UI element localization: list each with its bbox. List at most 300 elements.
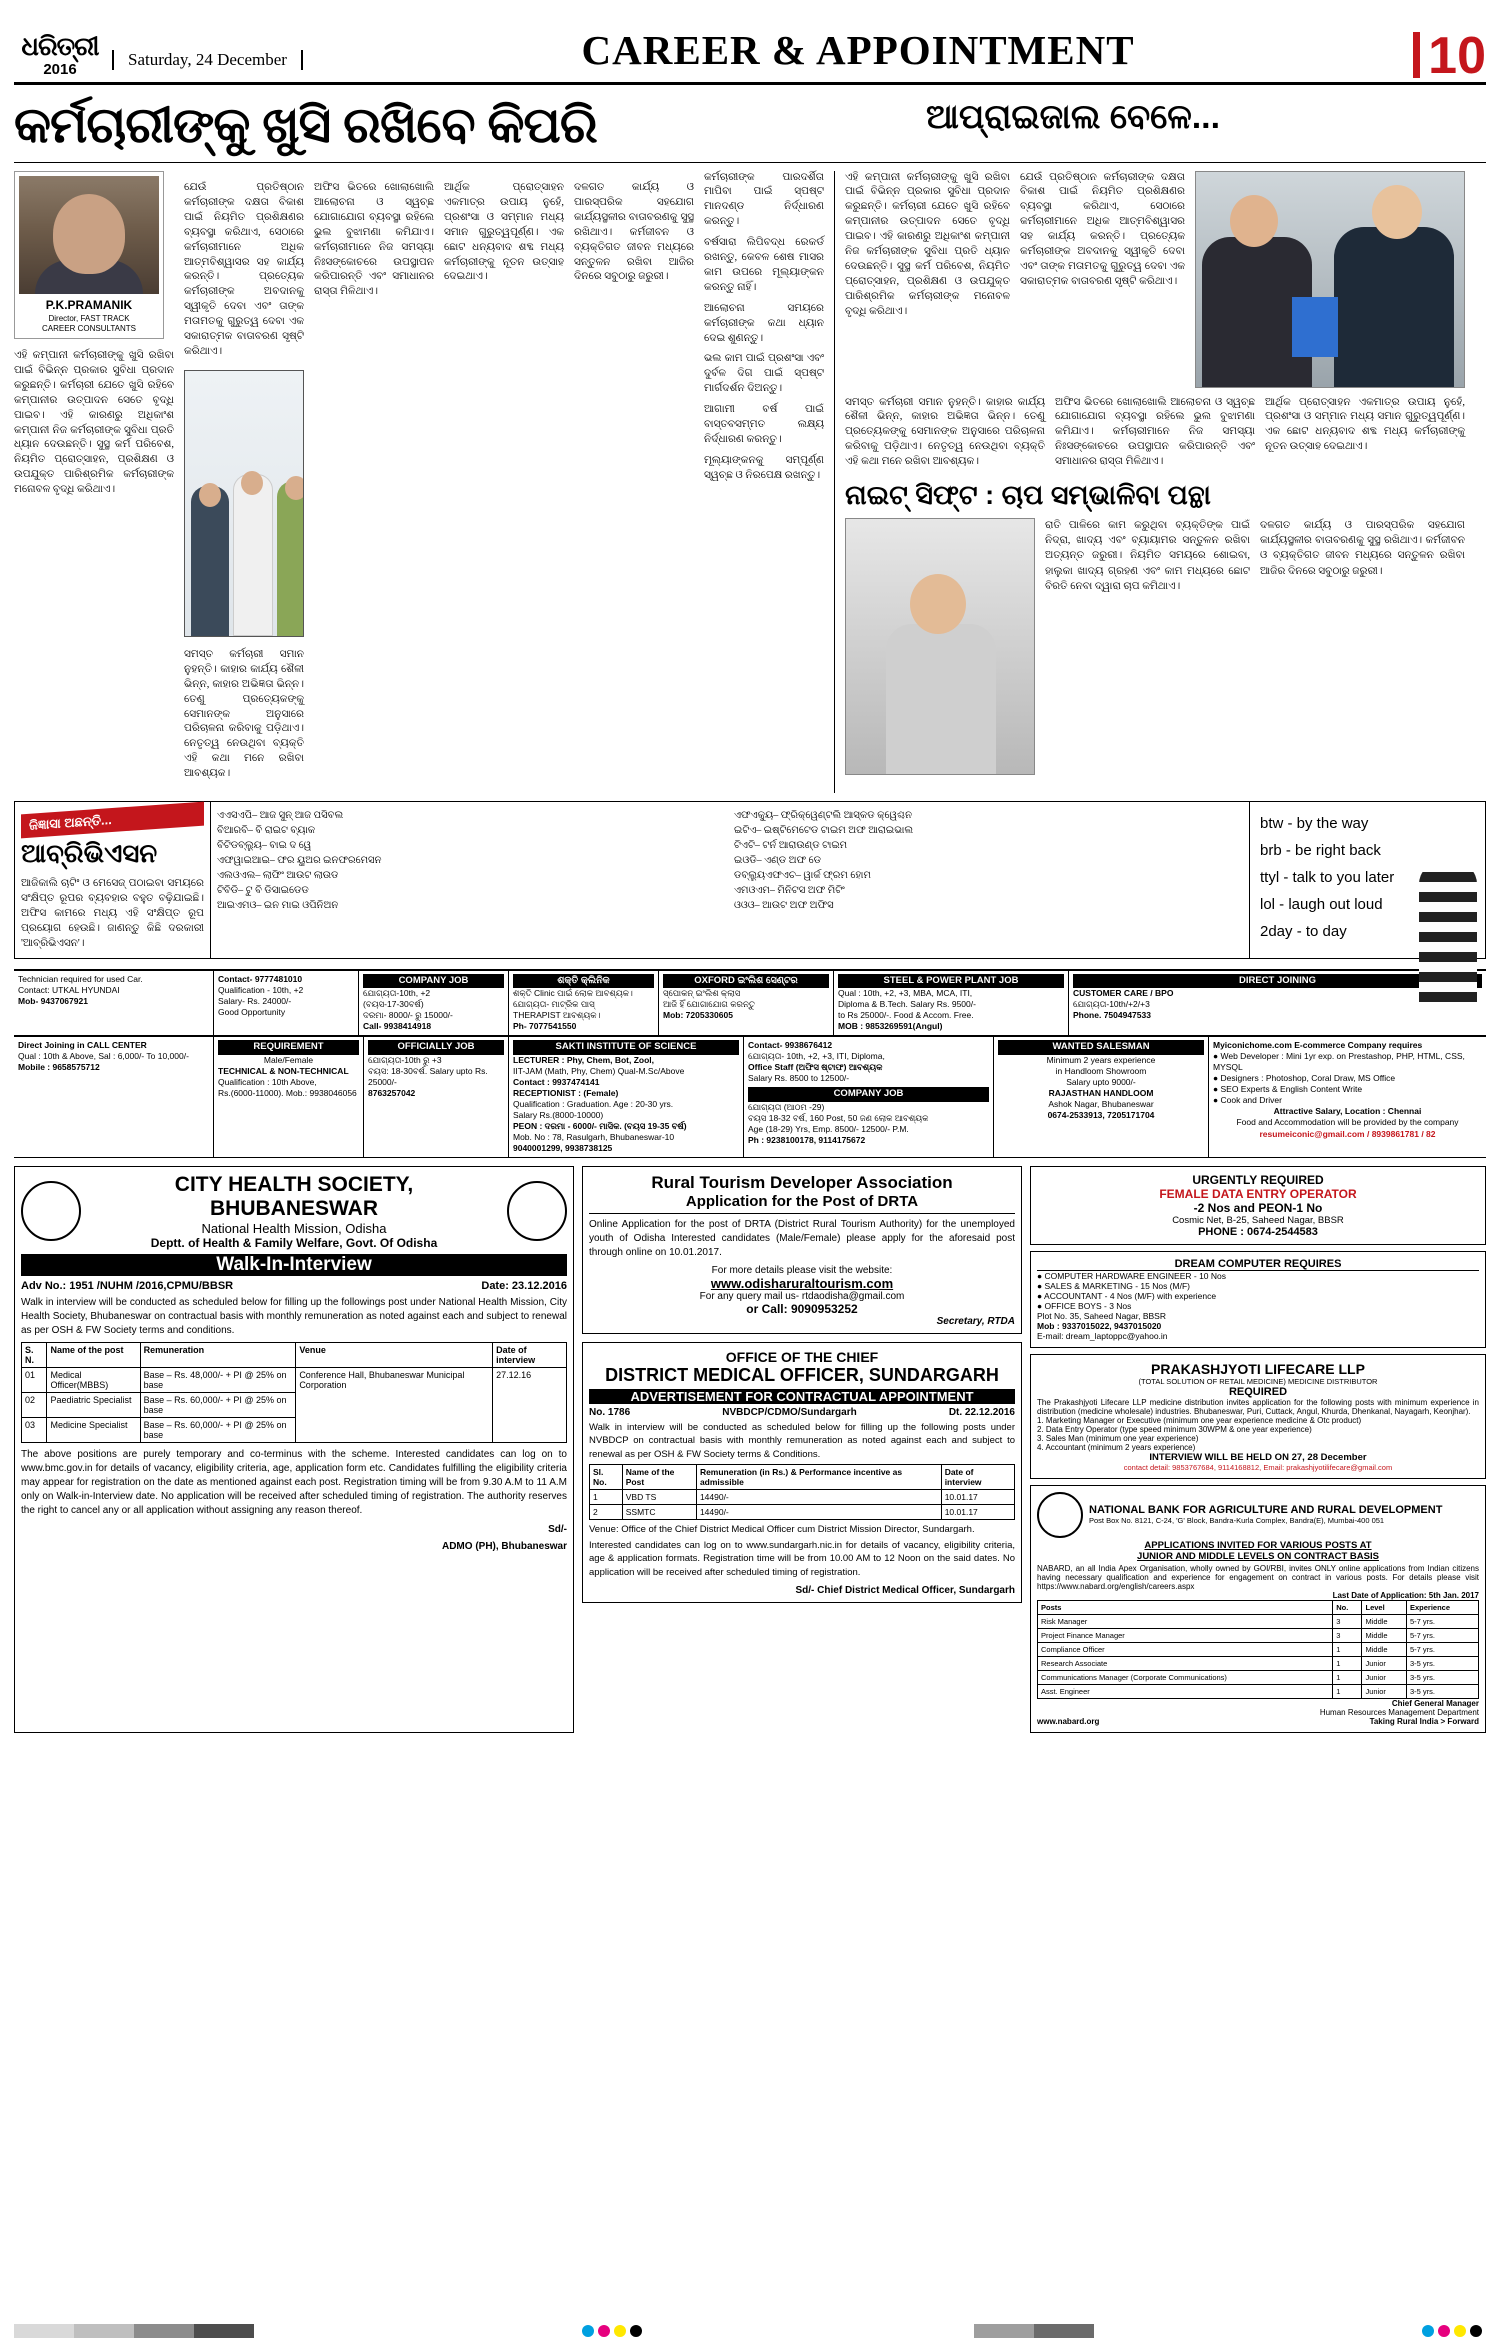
ad-line: Salary upto 9000/- <box>1066 1076 1136 1087</box>
abbr-intro: ଆଜିକାଲି ଚାଟିଂ ଓ ମେସେଜ୍ ପଠାଇବା ସମୟରେ ସଂକ୍ଷିପ୍ତ ରୂପର ବ୍ୟବହାର ବହୁତ ବଢ଼ିଯାଇଛି। ଅଫିସ କାମରେ ମଧ୍ୟ ଏହି ସଂକ୍ଷିପ୍ତ ରୂପ ପ୍ରୟୋଗ ହେଉଛି। ଜାଣନ୍ତୁ କିଛି ଦରକାରୀ 'ଆବ୍ରିଭିଏସନ'। <box>21 877 204 950</box>
bottom-ads <box>14 1166 1486 1733</box>
ad-banner-2: JUNIOR AND MIDDLE LEVELS ON CONTRACT BASIS <box>1137 1550 1379 1562</box>
abbr-item: ଡବ୍ଲ୍ୟୁଏଫଏଚ– ୱାର୍କ ଫ୍ରମ ହୋମ <box>734 869 871 881</box>
newspaper-page <box>0 8 1500 2343</box>
classified-ad[interactable] <box>214 971 359 1036</box>
article-col-1 <box>14 171 174 793</box>
author-name: P.K.PRAMANIK <box>45 297 133 312</box>
ad-phone: Mobile : 9658575712 <box>18 1062 100 1073</box>
ad-line: Contact- 9777481010 <box>218 973 303 984</box>
ad-line: ଯୋଗ୍ୟତା-10th/+2/+3 <box>1073 999 1150 1010</box>
ad-adv-no: Adv No.: 1951 /NUHM /2016,CPMU/BBSR <box>21 1279 234 1292</box>
headline-sub: ଆପ୍ରାଇଜାଲ ବେଳେ... <box>926 98 1221 136</box>
ad-line: ବୟସ: 18-30ବର୍ଷ. Salary upto Rs. 25000/- <box>368 1065 488 1087</box>
classified-ad[interactable] <box>659 971 834 1036</box>
nabard-logo-icon <box>1037 1492 1083 1538</box>
cell: Medical Officer(MBBS) <box>47 1367 140 1392</box>
ad-venue: Venue: Office of the Chief District Medical Officer cum District Mission Director, Sundargarh. <box>589 1523 975 1535</box>
ad-call: or Call: 9090953252 <box>746 1301 858 1316</box>
cell: Junior <box>1362 1684 1407 1698</box>
classified-ad[interactable] <box>214 1037 364 1157</box>
ad-contact: contact detail: 9853767684, 9114168812, Email: prakashjyotilifecare@gmail.com <box>1123 1462 1393 1472</box>
dream-computer-ad[interactable] <box>1030 1251 1486 1348</box>
ad-sign: Secretary, RTDA <box>936 1315 1015 1327</box>
cell: 1 <box>1333 1684 1362 1698</box>
ad-line: Salary Rs. 8500 to 12500/- <box>748 1073 850 1084</box>
city-health-society-ad[interactable] <box>14 1166 574 1733</box>
th: Name of the post <box>47 1342 140 1367</box>
th: Posts <box>1038 1600 1333 1614</box>
masthead <box>14 8 1486 85</box>
classified-ad[interactable] <box>994 1037 1209 1157</box>
ad-sign-2: ADMO (PH), Bhubaneswar <box>441 1540 567 1552</box>
classified-ad[interactable] <box>14 1037 214 1157</box>
abbr-col-2 <box>734 808 1243 952</box>
abbr-col-1 <box>217 808 726 952</box>
ad-phone: Mob- 9437067921 <box>18 995 88 1006</box>
ad-interview: INTERVIEW WILL BE HELD ON 27, 28 December <box>1149 1451 1367 1463</box>
cell: Research Associate <box>1038 1656 1333 1670</box>
article-paragraph: ଯେଉଁ ପ୍ରତିଷ୍ଠାନ କର୍ମଚାରୀଙ୍କ ଦକ୍ଷତା ବିକାଶ ପାଇଁ ନିୟମିତ ପ୍ରଶିକ୍ଷଣର ବ୍ୟବସ୍ଥା କରିଥାଏ, ସେଠାରେ କର୍ମଚାରୀମାନେ ଅଧିକ ଆତ୍ମବିଶ୍ୱାସର ସହ କାର୍ଯ୍ୟ କରନ୍ତି। ପ୍ରତ୍ୟେକ କର୍ମଚାରୀଙ୍କ ଅବଦାନକୁ ସ୍ୱୀକୃତି ଦେବା ଏବଂ ତାଙ୍କ ମତାମତକୁ ଗୁରୁତ୍ୱ ଦେବା ଏକ ସକାରାତ୍ମକ ବାତାବରଣ ସୃଷ୍ଟି କରିଥାଏ। <box>184 182 304 357</box>
ad-line: ଯୋଗ୍ୟତା- ମାଟ୍ରିକ ପାସ୍ <box>513 999 595 1010</box>
right-text-5: ଆର୍ଥିକ ପ୍ରୋତ୍ସାହନ ଏକମାତ୍ର ଉପାୟ ନୁହେଁ, ପ୍ରଶଂସା ଓ ସମ୍ମାନ ମଧ୍ୟ ସମାନ ଗୁରୁତ୍ୱପୂର୍ଣ୍ଣ। ଏକ ଛୋଟ ଧନ୍ୟବାଦ ଶବ୍ଦ ମଧ୍ୟ କର୍ମଚାରୀଙ୍କୁ ନୂତନ ଉତ୍ସାହ ଦେଇଥାଏ। <box>1265 396 1465 453</box>
abbr-item: ଏଏସଏପି– ଆଜ ସୁନ୍ ଆଜ ପସିବଲ <box>217 809 344 821</box>
section-heading-night-shift: ନାଇଟ୍ ସିଫ୍ଟ : ଚାପ ସମ୍ଭାଳିବା ପନ୍ଥା <box>845 480 1211 511</box>
abbr-item: ଇଓଡି– ଏଣ୍ଡ ଅଫ ଡେ <box>734 854 822 866</box>
ad-banner-1: APPLICATIONS INVITED FOR VARIOUS POSTS AT <box>1144 1539 1372 1551</box>
ad-phone: Ph : 9238100178, 9114175672 <box>748 1134 866 1145</box>
night-shift-text-2: ଦଳଗତ କାର୍ଯ୍ୟ ଓ ପାରସ୍ପରିକ ସହଯୋଗ କାର୍ଯ୍ୟସ୍ଥଳୀର ବାତାବରଣକୁ ସୁସ୍ଥ ରଖିଥାଏ। କର୍ମଜୀବନ ଓ ବ୍ୟକ୍ତିଗତ ଜୀବନ ମଧ୍ୟରେ ସନ୍ତୁଳନ ରଖିବା ଆଜିର ଦିନରେ ସବୁଠାରୁ ଜରୁରୀ। <box>1260 520 1465 577</box>
author-role-2: CAREER CONSULTANTS <box>42 323 136 333</box>
ad-line: LECTURER : Phy, Chem, Bot, Zool, <box>513 1054 655 1065</box>
ad-item: ● Web Developer : Mini 1yr exp. on Prestashop, PHP, HTML, CSS, MYSQL <box>1213 1051 1465 1073</box>
abbr-ribbon: ଜିଜ୍ଞାସା ଅଛନ୍ତି... <box>21 801 204 838</box>
page-number-group <box>1413 26 1486 85</box>
ad-phone: Mob: 7205330605 <box>663 1010 733 1021</box>
table-row <box>1038 1642 1479 1656</box>
ad-intro: NABARD, an all India Apex Organisation, wholly owned by GOI/RBI, invites ONLY online applications from Indian citizens having necessary qualification and experience for engagement on contract in various posts. For details please visit https://www.nabard.org/english/careers.aspx <box>1037 1563 1479 1591</box>
ad-address: Cosmic Net, B-25, Saheed Nagar, BBSR <box>1172 1214 1344 1226</box>
print-registration-bar <box>14 2323 1486 2339</box>
article-paragraph: ସମସ୍ତ କର୍ମଚାରୀ ସମାନ ନୁହନ୍ତି। କାହାର କାର୍ଯ୍ୟ ଶୈଳୀ ଭିନ୍ନ, କାହାର ଅଭିଜ୍ଞତା ଭିନ୍ନ। ତେଣୁ ପ୍ରତ୍ୟେକଙ୍କୁ ସେମାନଙ୍କ ଅନୁସାରେ ପରିଚାଳନା କରିବାକୁ ପଡ଼ିଥାଏ। ନେତୃତ୍ୱ ନେଉଥିବା ବ୍ୟକ୍ତି ଏହି କଥା ମନେ ରଖିବା ଆବଶ୍ୟକ। <box>184 648 304 780</box>
rtda-ad[interactable] <box>582 1166 1022 1334</box>
ad-line: RECEPTIONIST : (Female) <box>513 1087 619 1098</box>
ad-date: Dt. 22.12.2016 <box>948 1406 1015 1418</box>
th: Date of interview <box>493 1342 567 1367</box>
ad-header: OXFORD ଇଂଲିଶ ସେଣ୍ଟର <box>663 974 829 988</box>
handwritten-line: ttyl - talk to you later <box>1260 868 1395 886</box>
classified-ad[interactable] <box>364 1037 509 1157</box>
cell: 03 <box>22 1417 47 1442</box>
ad-phone: 9040001299, 9938738125 <box>513 1142 613 1153</box>
ad-title3: -2 Nos and PEON-1 No <box>1193 1200 1323 1215</box>
cell: 3-5 yrs. <box>1407 1670 1479 1684</box>
ad-title: Rural Tourism Developer Association <box>651 1172 953 1192</box>
ad-line1: OFFICE OF THE CHIEF <box>725 1348 879 1365</box>
cell: VBD TS <box>622 1489 696 1504</box>
handwritten-line: lol - laugh out loud <box>1260 895 1383 913</box>
page-number: 10 <box>1428 26 1486 85</box>
cell: Junior <box>1362 1670 1407 1684</box>
author-role-1: Director, FAST TRACK <box>48 313 130 323</box>
appraisal-point: ବର୍ଷସାରା ଲିପିବଦ୍ଧ ରେକର୍ଡ ରଖନ୍ତୁ, କେବଳ ଶେଷ ମାସର କାମ ଉପରେ ମୂଲ୍ୟାଙ୍କନ କରନ୍ତୁ ନାହିଁ। <box>704 237 824 293</box>
abbreviation-box <box>14 801 1486 959</box>
ad-phone: Call- 9938414918 <box>363 1021 432 1032</box>
bmc-table <box>21 1342 567 1443</box>
ad-date: Date: 23.12.2016 <box>481 1279 567 1292</box>
cell: Base – Rs. 60,000/- + PI @ 25% on base <box>140 1417 296 1442</box>
classified-ad[interactable] <box>359 971 509 1036</box>
myconichome-ad[interactable] <box>1209 1037 1486 1157</box>
ad-line: TECHNICAL & NON-TECHNICAL <box>218 1065 349 1076</box>
abbr-item: ଇଟିଏ– ଇଷ୍ଟିମେଟେଡ ଟାଇମ ଅଫ ଆରାଇଭାଲ <box>734 824 914 836</box>
ad-email: resumeiconic@gmail.com / 8939861781 / 82 <box>1259 1128 1436 1139</box>
ad-line: THERAPIST ଆବଶ୍ୟକ। <box>513 1010 601 1021</box>
cell: 3 <box>1333 1614 1362 1628</box>
nabard-ad[interactable] <box>1030 1485 1486 1733</box>
sundargarh-ad[interactable] <box>582 1342 1022 1603</box>
ad-title2: FEMALE DATA ENTRY OPERATOR <box>1159 1186 1357 1201</box>
ad-title: Myiconichome.com E-commerce Company requires <box>1213 1040 1423 1051</box>
nabard-table <box>1037 1600 1479 1699</box>
cell: Base – Rs. 48,000/- + PI @ 25% on base <box>140 1367 296 1392</box>
cell: 5-7 yrs. <box>1407 1642 1479 1656</box>
ad-line: ଦରମା- 8000/- ରୁ 15000/- <box>363 1010 453 1021</box>
cell: Base – Rs. 60,000/- + PI @ 25% on base <box>140 1392 296 1417</box>
table-row <box>1038 1670 1479 1684</box>
ad-line3: Deptt. of Health & Family Welfare, Govt. Of Odisha <box>150 1235 438 1250</box>
ad-item: ● COMPUTER HARDWARE ENGINEER - 10 Nos <box>1037 1270 1227 1281</box>
classified-strip-2 <box>14 1036 1486 1158</box>
article-paragraph: ଆର୍ଥିକ ପ୍ରୋତ୍ସାହନ ଏକମାତ୍ର ଉପାୟ ନୁହେଁ, ପ୍ରଶଂସା ଓ ସମ୍ମାନ ମଧ୍ୟ ସମାନ ଗୁରୁତ୍ୱପୂର୍ଣ୍ଣ। ଏକ ଛୋଟ ଧନ୍ୟବାଦ ଶବ୍ଦ ମଧ୍ୟ କର୍ମଚାରୀଙ୍କୁ ନୂତନ ଉତ୍ସାହ ଦେଇଥାଏ। <box>444 182 564 283</box>
logo-text: ଧରିତ୍ରୀ <box>21 31 99 61</box>
cell: Asst. Engineer <box>1038 1684 1333 1698</box>
ad-phone: MOB : 9853269591(Angul) <box>838 1021 943 1032</box>
cell: 1 <box>590 1489 623 1504</box>
ad-phone: Contact : 9937474141 <box>513 1076 600 1087</box>
rule <box>14 162 1486 163</box>
cell: SSMTC <box>622 1504 696 1519</box>
ad-line: Qualification : 10th Above, <box>218 1076 317 1087</box>
ad-header: SAKTI INSTITUTE OF SCIENCE <box>513 1040 739 1054</box>
classified-ad[interactable] <box>744 1037 994 1157</box>
ad-sign: Sd/- Chief District Medical Officer, Sundargarh <box>795 1585 1015 1596</box>
ad-line: ଯୋଗ୍ୟତା-10th ରୁ +3 <box>368 1054 442 1065</box>
ad-header: WANTED SALESMAN <box>998 1040 1204 1054</box>
abbr-lists <box>211 802 1249 958</box>
th: Remuneration (in Rs.) & Performance incentive as admissible <box>696 1464 941 1489</box>
th: Level <box>1362 1600 1407 1614</box>
ad-footer: The above positions are purely temporary and co-terminus with the scheme. Interested candidates can log on to www.bmc.gov.in for details of vacancy, eligibility criteria, age, application form etc. Candidates fulfilling the eligibility criteria may appear for registration on the date as mentioned against each post. Registration timing will be from 9.30 A.M to 11 A.M only on Walk-in-Interview date. No application will be received after scheduled timing of registration. The authority reserves the right to cancel any or all application without assigning any reason thereof. <box>21 1448 567 1516</box>
table-row <box>1038 1684 1479 1698</box>
abbr-title: ଆବ୍ରିଭିଏସନ <box>21 837 158 868</box>
abbr-item: ଏଫୱାଇଆଇ– ଫର ୟୁଅର ଇନଫରମେସନ <box>217 854 382 866</box>
ad-phone: Mob : 9337015022, 9437015020 <box>1037 1320 1162 1331</box>
headline-row <box>14 99 1486 152</box>
handwritten-line: btw - by the way <box>1260 814 1369 832</box>
ad-more: For more details please visit the website: <box>711 1264 893 1276</box>
abbr-item: ଟିଏଟି– ଟର୍ନ ଆରାଉଣ୍ଡ ଟାଇମ <box>734 839 848 851</box>
classified-ad[interactable] <box>509 1037 744 1157</box>
interview-photo <box>1195 171 1465 388</box>
ad-item: ● SALES & MARKETING - 15 Nos (M/F) <box>1037 1280 1190 1291</box>
ad-item: ● OFFICE BOYS - 3 Nos <box>1037 1300 1132 1311</box>
ad-sub: (TOTAL SOLUTION OF RETAIL MEDICINE) MEDICINE DISTRIBUTOR <box>1138 1376 1378 1386</box>
ad-line2: National Health Mission, Odisha <box>201 1220 387 1236</box>
cell: Risk Manager <box>1038 1614 1333 1628</box>
ad-line: Good Opportunity <box>218 1006 286 1017</box>
ad-line: RAJASTHAN HANDLOOM <box>1048 1087 1154 1098</box>
govt-emblem-icon <box>507 1181 567 1241</box>
headline-main: କର୍ମଚାରୀଙ୍କୁ ଖୁସି ରଖିବେ କିପରି <box>14 97 597 153</box>
th: No. <box>1333 1600 1362 1614</box>
ad-sign-1: Chief General Manager <box>1391 1698 1479 1708</box>
right-column <box>834 171 1465 793</box>
ad-intro: Walk in interview will be conducted as scheduled below for filling up the followings post under National Health Mission, City Health Society, Bhubaneswar on contractual basis with monthly remuneration as noted against each and subject to renewal as per OSH & FW Society terms and conditions. <box>21 1296 567 1336</box>
cell: 5-7 yrs. <box>1407 1628 1479 1642</box>
ad-title: PRAKASHJYOTI LIFECARE LLP <box>1151 1360 1365 1377</box>
right-text-3: ସମସ୍ତ କର୍ମଚାରୀ ସମାନ ନୁହନ୍ତି। କାହାର କାର୍ଯ୍ୟ ଶୈଳୀ ଭିନ୍ନ, କାହାର ଅଭିଜ୍ଞତା ଭିନ୍ନ। ତେଣୁ ପ୍ରତ୍ୟେକଙ୍କୁ ସେମାନଙ୍କ ଅନୁସାରେ ପରିଚାଳନା କରିବାକୁ ପଡ଼ିଥାଏ। ନେତୃତ୍ୱ ନେଉଥିବା ବ୍ୟକ୍ତି ଏହି କଥା ମନେ ରଖିବା ଆବଶ୍ୟକ। <box>845 396 1045 468</box>
handwritten-line: brb - be right back <box>1260 841 1381 859</box>
ad-email: E-mail: dream_laptoppc@yahoo.in <box>1037 1330 1168 1341</box>
ad-line: Qualification : Graduation. Age : 20-30 yrs. <box>513 1098 674 1109</box>
cell: 1 <box>1333 1656 1362 1670</box>
classified-ad[interactable] <box>14 971 214 1036</box>
cell: 1 <box>1333 1642 1362 1656</box>
article-paragraph: ଏହି କମ୍ପାନୀ କର୍ମଚାରୀଙ୍କୁ ଖୁସି ରଖିବା ପାଇଁ ବିଭିନ୍ନ ପ୍ରକାର ସୁବିଧା ପ୍ରଦାନ କରୁଛନ୍ତି। କର୍ମଚାରୀ ଯେତେ ଖୁସି ରହିବେ କମ୍ପାନୀର ଉତ୍ପାଦନ ସେତେ ବୃଦ୍ଧି ପାଇବ। ଏହି କାରଣରୁ ଅଧିକାଂଶ କମ୍ପାନୀ ନିଜ କର୍ମଚାରୀଙ୍କ ସୁବିଧା ପ୍ରତି ଧ୍ୟାନ ଦେଉଛନ୍ତି। ସୁସ୍ଥ କର୍ମ ପରିବେଶ, ନିୟମିତ ପ୍ରୋତ୍ସାହନ, ପ୍ରଶିକ୍ଷଣ ଓ ଉପଯୁକ୍ତ ପାରିଶ୍ରମିକ କର୍ମଚାରୀଙ୍କ ମନୋବଳ ବୃଦ୍ଧି କରିଥାଏ। <box>14 350 174 496</box>
ad-item: ● Designers : Photoshop, Coral Draw, MS Office <box>1213 1073 1396 1084</box>
cell: 14490/- <box>696 1489 941 1504</box>
th: Sl. No. <box>590 1464 623 1489</box>
ad-line: Contact- 9938676412 <box>748 1040 833 1051</box>
ad-line: Office Staff (ଅଫିସ ଷ୍ଟାଫ) ଆବଶ୍ୟକ <box>748 1062 883 1073</box>
th: Venue <box>296 1342 493 1367</box>
ad-line: ସ୍ପୋକନ୍ ଇଂଲିଶ କ୍ଲାସ <box>663 987 741 998</box>
cell: Medicine Specialist <box>47 1417 140 1442</box>
night-shift-text: ରାତି ପାଳିରେ କାମ କରୁଥିବା ବ୍ୟକ୍ତିଙ୍କ ପାଇଁ ନିଦ୍ରା, ଖାଦ୍ୟ ଏବଂ ବ୍ୟାୟାମର ସନ୍ତୁଳନ ରଖିବା ଅତ୍ୟନ୍ତ ଜରୁରୀ। ନିୟମିତ ସମୟରେ ଶୋଇବା, ହାଲୁକା ଖାଦ୍ୟ ଗ୍ରହଣ ଏବଂ କାମ ମଧ୍ୟରେ ଛୋଟ ବିରତି ନେବା ଦ୍ୱାରା ଚାପ କମିଥାଏ। <box>1045 520 1250 592</box>
article-col-3 <box>314 171 434 793</box>
ad-header: ଶକ୍ତି କ୍ଲିନିକ <box>513 974 654 988</box>
table-row <box>1038 1614 1479 1628</box>
classified-ad[interactable] <box>834 971 1069 1036</box>
article-col-6 <box>704 171 824 793</box>
th: Name of the Post <box>622 1464 696 1489</box>
ad-line: Ashok Nagar, Bhubaneswar <box>1048 1098 1154 1109</box>
ad-banner: ADVERTISEMENT FOR CONTRACTUAL APPOINTMENT <box>589 1389 1015 1404</box>
ad-mail: For any query mail us- rtdaodisha@gmail.com <box>699 1290 905 1302</box>
page-number-bar <box>1413 32 1420 78</box>
urgent-data-entry-ad[interactable] <box>1030 1166 1486 1245</box>
ad-sign-2: Human Resources Management Department <box>1319 1707 1479 1717</box>
table-row <box>22 1367 567 1392</box>
handwriting-photo <box>1249 802 1485 958</box>
ad-phone: Phone. 7504947533 <box>1073 1010 1151 1021</box>
appraisal-point: କର୍ମଚାରୀଙ୍କ ପାରଦର୍ଶିତା ମାପିବା ପାଇଁ ସ୍ପଷ୍ଟ ମାନଦଣ୍ଡ ନିର୍ଦ୍ଧାରଣ କରନ୍ତୁ। <box>704 171 824 228</box>
ad-line: Qualification - 10th, +2 <box>218 984 304 995</box>
nhm-logo-icon <box>21 1181 81 1241</box>
ad-phone: 8763257042 <box>368 1087 416 1098</box>
stress-photo <box>845 518 1035 775</box>
group-photo <box>184 370 304 637</box>
ad-last-date: Last Date of Application: 5th Jan. 2017 <box>1332 1590 1479 1600</box>
ad-item: 1. Marketing Manager or Executive (minimum one year experience medicine & Otc product) <box>1037 1415 1362 1425</box>
abbr-item: ବିଟିଡବ୍ଲ୍ୟୁ– ବାଇ ଦ ୱେ <box>217 839 312 851</box>
logo-year: 2016 <box>43 61 77 78</box>
issue-date: Saturday, 24 December <box>112 50 303 70</box>
cell: 10.01.17 <box>941 1504 1014 1519</box>
ad-footer: Interested candidates can log on to www.sundargarh.nic.in for details of vacancy, eligibility criteria, age & application formats. Registration time will be from 10.00 AM to 12 Noon on the said dates. No application will be received after scheduled timing of registration. <box>589 1540 1015 1578</box>
newspaper-logo <box>14 33 106 78</box>
ad-subtitle: Application for the Post of DRTA <box>589 1193 1015 1214</box>
ad-line: Direct Joining in CALL CENTER <box>18 1040 147 1051</box>
ad-header: REQUIREMENT <box>218 1040 359 1054</box>
ad-line: Qual : 10th & Above, Sal : 6,000/- To 10,000/- <box>18 1051 189 1062</box>
ad-header: COMPANY JOB <box>363 974 504 988</box>
ad-website[interactable]: www.odisharuraltourism.com <box>710 1275 894 1291</box>
ad-line: Diploma & B.Tech. Salary Rs. 9500/- <box>838 999 976 1010</box>
ad-line: Rs.(6000-11000). Mob.: 9938046056 <box>218 1087 357 1098</box>
ad-no: No. 1786 <box>589 1406 631 1418</box>
ad-line: in Handloom Showroom <box>1055 1065 1147 1076</box>
table-row <box>590 1489 1015 1504</box>
appraisal-point: ଭଲ କାମ ପାଇଁ ପ୍ରଶଂସା ଏବଂ ଦୁର୍ବଳ ଦିଗ ପାଇଁ ସ୍ପଷ୍ଟ ମାର୍ଗଦର୍ଶନ ଦିଅନ୍ତୁ। <box>704 353 824 395</box>
cell: 3-5 yrs. <box>1407 1656 1479 1670</box>
abbr-item: ଓଓଓ– ଆଉଟ ଅଫ ଅଫିସ <box>734 899 834 911</box>
abbr-item: ଏଫଏକ୍ୟୁ– ଫ୍ରିକ୍ୱେଣ୍ଟଲି ଆସ୍କଡ କ୍ୱେଶ୍ଚନ <box>734 809 913 821</box>
ad-item: 2. Data Entry Operator (type speed minimum 30WPM & one year experience) <box>1037 1424 1312 1434</box>
abbr-item: ଏମଓଏମ– ମିନିଟସ ଅଫ ମିଟିଂ <box>734 884 845 896</box>
cell: 1 <box>1333 1670 1362 1684</box>
ad-line: CUSTOMER CARE / BPO <box>1073 987 1174 998</box>
appraisal-point: ଆଲୋଚନା ସମୟରେ କର୍ମଚାରୀଙ୍କ କଥା ଧ୍ୟାନ ଦେଇ ଶୁଣନ୍ତୁ। <box>704 302 824 344</box>
ad-address: Post Box No. 8121, C-24, 'G' Block, Bandra-Kurla Complex, Bandra(E), Mumbai-400 051 <box>1089 1516 1385 1526</box>
ad-phone: 0674-2533913, 7205171704 <box>1047 1109 1155 1120</box>
ad-banner: Walk-In-Interview <box>21 1254 567 1276</box>
th: S. N. <box>22 1342 47 1367</box>
ad-line: Male/Female <box>263 1054 314 1065</box>
ad-note: Food and Accommodation will be provided by the company <box>1236 1117 1459 1128</box>
ad-title: NATIONAL BANK FOR AGRICULTURE AND RURAL DEVELOPMENT <box>1089 1504 1443 1517</box>
th: Date of interview <box>941 1464 1014 1489</box>
ad-required: REQUIRED <box>1228 1385 1288 1398</box>
ad-line: ବୟସ 18-32 ବର୍ଷ, 160 Post, 50 ଜଣ ଲୋକ ଆବଶ୍ୟକ <box>748 1112 929 1123</box>
ad-line: Salary- Rs. 24000/- <box>218 995 292 1006</box>
ad-line: ଶକ୍ତି Clinic ପାଇଁ ଲୋକ ଆବଶ୍ୟକ। <box>513 987 633 998</box>
cell: Conference Hall, Bhubaneswar Municipal Corporation <box>296 1367 493 1442</box>
classified-strip-1 <box>14 969 1486 1037</box>
cell: 02 <box>22 1392 47 1417</box>
ad-phone: Ph- 7077541550 <box>513 1021 577 1032</box>
ad-header: DIRECT JOINING <box>1073 974 1482 988</box>
appraisal-point: ଆଗାମୀ ବର୍ଷ ପାଇଁ ବାସ୍ତବସମ୍ମତ ଲକ୍ଷ୍ୟ ନିର୍ଦ୍ଧାରଣ କରନ୍ତୁ। <box>704 404 824 445</box>
cell: Paediatric Specialist <box>47 1392 140 1417</box>
ad-web[interactable]: www.nabard.org <box>1037 1716 1100 1726</box>
author-card <box>14 171 164 339</box>
cell: 10.01.17 <box>941 1489 1014 1504</box>
ad-line: Contact: UTKAL HYUNDAI <box>18 984 120 995</box>
cell: Middle <box>1362 1642 1407 1656</box>
classified-ad[interactable] <box>509 971 659 1036</box>
article-col-4 <box>444 171 564 793</box>
article-body <box>14 171 1486 793</box>
cell: Project Finance Manager <box>1038 1628 1333 1642</box>
cell: Middle <box>1362 1628 1407 1642</box>
cell: 3 <box>1333 1628 1362 1642</box>
ad-line: Age (18-29) Yrs, Emp. 8500/- 12500/- P.M. <box>748 1123 909 1134</box>
ad-item: ● Cook and Driver <box>1213 1095 1282 1106</box>
ad-line: Minimum 2 years experience <box>1046 1054 1156 1065</box>
ad-line: Mob. No : 78, Rasulgarh, Bhubaneswar-10 <box>513 1131 675 1142</box>
ad-header: COMPANY JOB <box>748 1087 989 1101</box>
article-paragraph: ଅଫିସ ଭିତରେ ଖୋଲାଖୋଲି ଆଲୋଚନା ଓ ସ୍ୱଚ୍ଛ ଯୋଗାଯୋଗ ବ୍ୟବସ୍ଥା ରହିଲେ ଭୁଲ ବୁଝାମଣା କମିଯାଏ। କର୍ମଚାରୀମାନେ ନିଜ ସମସ୍ୟା ନିଃସଙ୍କୋଚରେ ଉପସ୍ଥାପନ କରିପାରନ୍ତି ଏବଂ ସମାଧାନର ରାସ୍ତା ମିଳିଥାଏ। <box>314 182 434 298</box>
ad-line: ଯୋଗ୍ୟତା (ଆଠମ -29) <box>748 1101 825 1112</box>
ad-line: IIT-JAM (Math, Phy, Chem) Qual-M.Sc/Above <box>513 1065 685 1076</box>
abbr-item: ବିଆରବି– ବି ରାଇଟ ବ୍ୟାକ <box>217 824 316 836</box>
abbr-item: ଟିବିଡି– ଟୁ ବି ଡିସାଇଡେଡ <box>217 884 309 896</box>
ad-title1: URGENTLY REQUIRED <box>1192 1172 1324 1187</box>
right-text-2: ଯେଉଁ ପ୍ରତିଷ୍ଠାନ କର୍ମଚାରୀଙ୍କ ଦକ୍ଷତା ବିକାଶ ପାଇଁ ନିୟମିତ ପ୍ରଶିକ୍ଷଣର ବ୍ୟବସ୍ଥା କରିଥାଏ, ସେଠାରେ କର୍ମଚାରୀମାନେ ଅଧିକ ଆତ୍ମବିଶ୍ୱାସର ସହ କାର୍ଯ୍ୟ କରନ୍ତି। ପ୍ରତ୍ୟେକ କର୍ମଚାରୀଙ୍କ ଅବଦାନକୁ ସ୍ୱୀକୃତି ଦେବା ଏବଂ ତାଙ୍କ ମତାମତକୁ ଗୁରୁତ୍ୱ ଦେବା ଏକ ସକାରାତ୍ମକ ବାତାବରଣ ସୃଷ୍ଟି କରିଥାଏ। <box>1020 171 1185 287</box>
abbr-left <box>15 802 211 958</box>
author-photo <box>19 176 159 294</box>
cell: Junior <box>1362 1656 1407 1670</box>
cell: 3-5 yrs. <box>1407 1684 1479 1698</box>
table-row <box>590 1504 1015 1519</box>
ad-tagline: Taking Rural India > Forward <box>1369 1716 1479 1726</box>
ad-item: 3. Sales Man (minimum one year experience) <box>1037 1433 1199 1443</box>
ad-line: ଯୋଗ୍ୟତା-10th, +2 <box>363 987 431 998</box>
table-row <box>1038 1628 1479 1642</box>
cell: 5-7 yrs. <box>1407 1614 1479 1628</box>
prakashjyoti-ad[interactable] <box>1030 1354 1486 1479</box>
ad-line: to Rs 25000/-. Food & Accom. Free. <box>838 1010 974 1021</box>
th: Experience <box>1407 1600 1479 1614</box>
ad-line: Salary Rs.(8000-10000) <box>513 1109 604 1120</box>
page-title: CAREER & APPOINTMENT <box>581 27 1135 73</box>
ad-sign-1: Sd/- <box>548 1523 567 1535</box>
ad-line: ଯୋଗ୍ୟତା- 10th, +2, +3, ITI, Diploma, <box>748 1051 885 1062</box>
ad-line: (ବୟସ-17-30ବର୍ଷ) <box>363 999 424 1010</box>
handwritten-line: 2day - to day <box>1260 922 1347 940</box>
ad-address: Plot No. 35, Saheed Nagar, BBSR <box>1037 1310 1166 1321</box>
abbr-item: ଏଲଓଏଲ– ଲାଫିଂ ଆଉଟ ଲାଉଡ <box>217 869 339 881</box>
cell: Compliance Officer <box>1038 1642 1333 1656</box>
article-col-5 <box>574 171 694 793</box>
ad-mid: NVBDCP/CDMO/Sundargarh <box>722 1406 857 1418</box>
appraisal-point: ମୂଲ୍ୟାଙ୍କନକୁ ସମ୍ପୂର୍ଣ୍ଣ ସ୍ୱଚ୍ଛ ଓ ନିରପେକ୍ଷ ରଖନ୍ତୁ। <box>704 454 824 481</box>
right-text-4: ଅଫିସ ଭିତରେ ଖୋଲାଖୋଲି ଆଲୋଚନା ଓ ସ୍ୱଚ୍ଛ ଯୋଗାଯୋଗ ବ୍ୟବସ୍ଥା ରହିଲେ ଭୁଲ ବୁଝାମଣା କମିଯାଏ। କର୍ମଚାରୀମାନେ ନିଜ ସମସ୍ୟା ନିଃସଙ୍କୋଚରେ ଉପସ୍ଥାପନ କରିପାରନ୍ତି ଏବଂ ସମାଧାନର ରାସ୍ତା ମିଳିଥାଏ। <box>1055 396 1255 468</box>
ad-salary: Attractive Salary, Location : Chennai <box>1273 1106 1422 1117</box>
cell: 01 <box>22 1367 47 1392</box>
cell: 14490/- <box>696 1504 941 1519</box>
ad-org: CITY HEALTH SOCIETY, BHUBANESWAR <box>174 1172 414 1220</box>
cell: Middle <box>1362 1614 1407 1628</box>
right-text-1: ଏହି କମ୍ପାନୀ କର୍ମଚାରୀଙ୍କୁ ଖୁସି ରଖିବା ପାଇଁ ବିଭିନ୍ନ ପ୍ରକାର ସୁବିଧା ପ୍ରଦାନ କରୁଛନ୍ତି। କର୍ମଚାରୀ ଯେତେ ଖୁସି ରହିବେ କମ୍ପାନୀର ଉତ୍ପାଦନ ସେତେ ବୃଦ୍ଧି ପାଇବ। ଏହି କାରଣରୁ ଅଧିକାଂଶ କମ୍ପାନୀ ନିଜ କର୍ମଚାରୀଙ୍କ ସୁବିଧା ପ୍ରତି ଧ୍ୟାନ ଦେଉଛନ୍ତି। ସୁସ୍ଥ କର୍ମ ପରିବେଶ, ନିୟମିତ ପ୍ରୋତ୍ସାହନ, ପ୍ରଶିକ୍ଷଣ ଓ ଉପଯୁକ୍ତ ପାରିଶ୍ରମିକ କର୍ମଚାରୀଙ୍କ ମନୋବଳ ବୃଦ୍ଧି କରିଥାଏ। <box>845 171 1010 317</box>
cell: 27.12.16 <box>493 1367 567 1442</box>
ad-item: ● ACCOUNTANT - 4 Nos (M/F) with experience <box>1037 1290 1217 1301</box>
ad-line: ଆଜି ହିଁ ଯୋଗାଯୋଗ କରନ୍ତୁ <box>663 999 755 1010</box>
ad-body: Online Application for the post of DRTA (District Rural Tourism Authority) for the unemployed youth of Odisha Interested candidates (Male/Female) please apply for the aforesaid post through online on 10.01.2017. <box>589 1218 1015 1258</box>
ad-intro: The Prakashjyoti Lifecare LLP medicine distribution invites application for the following posts with minimum experience in distribution (medicine wholesale) industries. Bhubaneswar, Puri, Cuttack, Angul, Khurda, Dhenkanal, Nayagarh, Keonjhar). <box>1037 1397 1479 1416</box>
ad-intro: Walk in interview will be conducted as scheduled below for filling up the following posts under NVBDCP on contractual basis with monthly remuneration as noted against each and subject to renewal as per OSH & FW Society terms & Conditions. <box>589 1421 1015 1460</box>
ad-line: Technician required for used Car. <box>18 973 143 984</box>
ad-line: PEON : ଦରମା - 6000/- ମାସିକ. (ବୟସ 19-35 ବର୍ଷ) <box>513 1120 687 1131</box>
ad-item: ● SEO Experts & English Content Write <box>1213 1084 1363 1095</box>
ad-title: DREAM COMPUTER REQUIRES <box>1037 1258 1479 1271</box>
ad-header: OFFICIALLY JOB <box>368 1040 504 1054</box>
abbr-item: ଆଇଏମଓ– ଇନ ମାଇ ଓପିନିଅନ <box>217 899 339 911</box>
ad-phone: PHONE : 0674-2544583 <box>1198 1225 1318 1238</box>
table-row <box>1038 1656 1479 1670</box>
